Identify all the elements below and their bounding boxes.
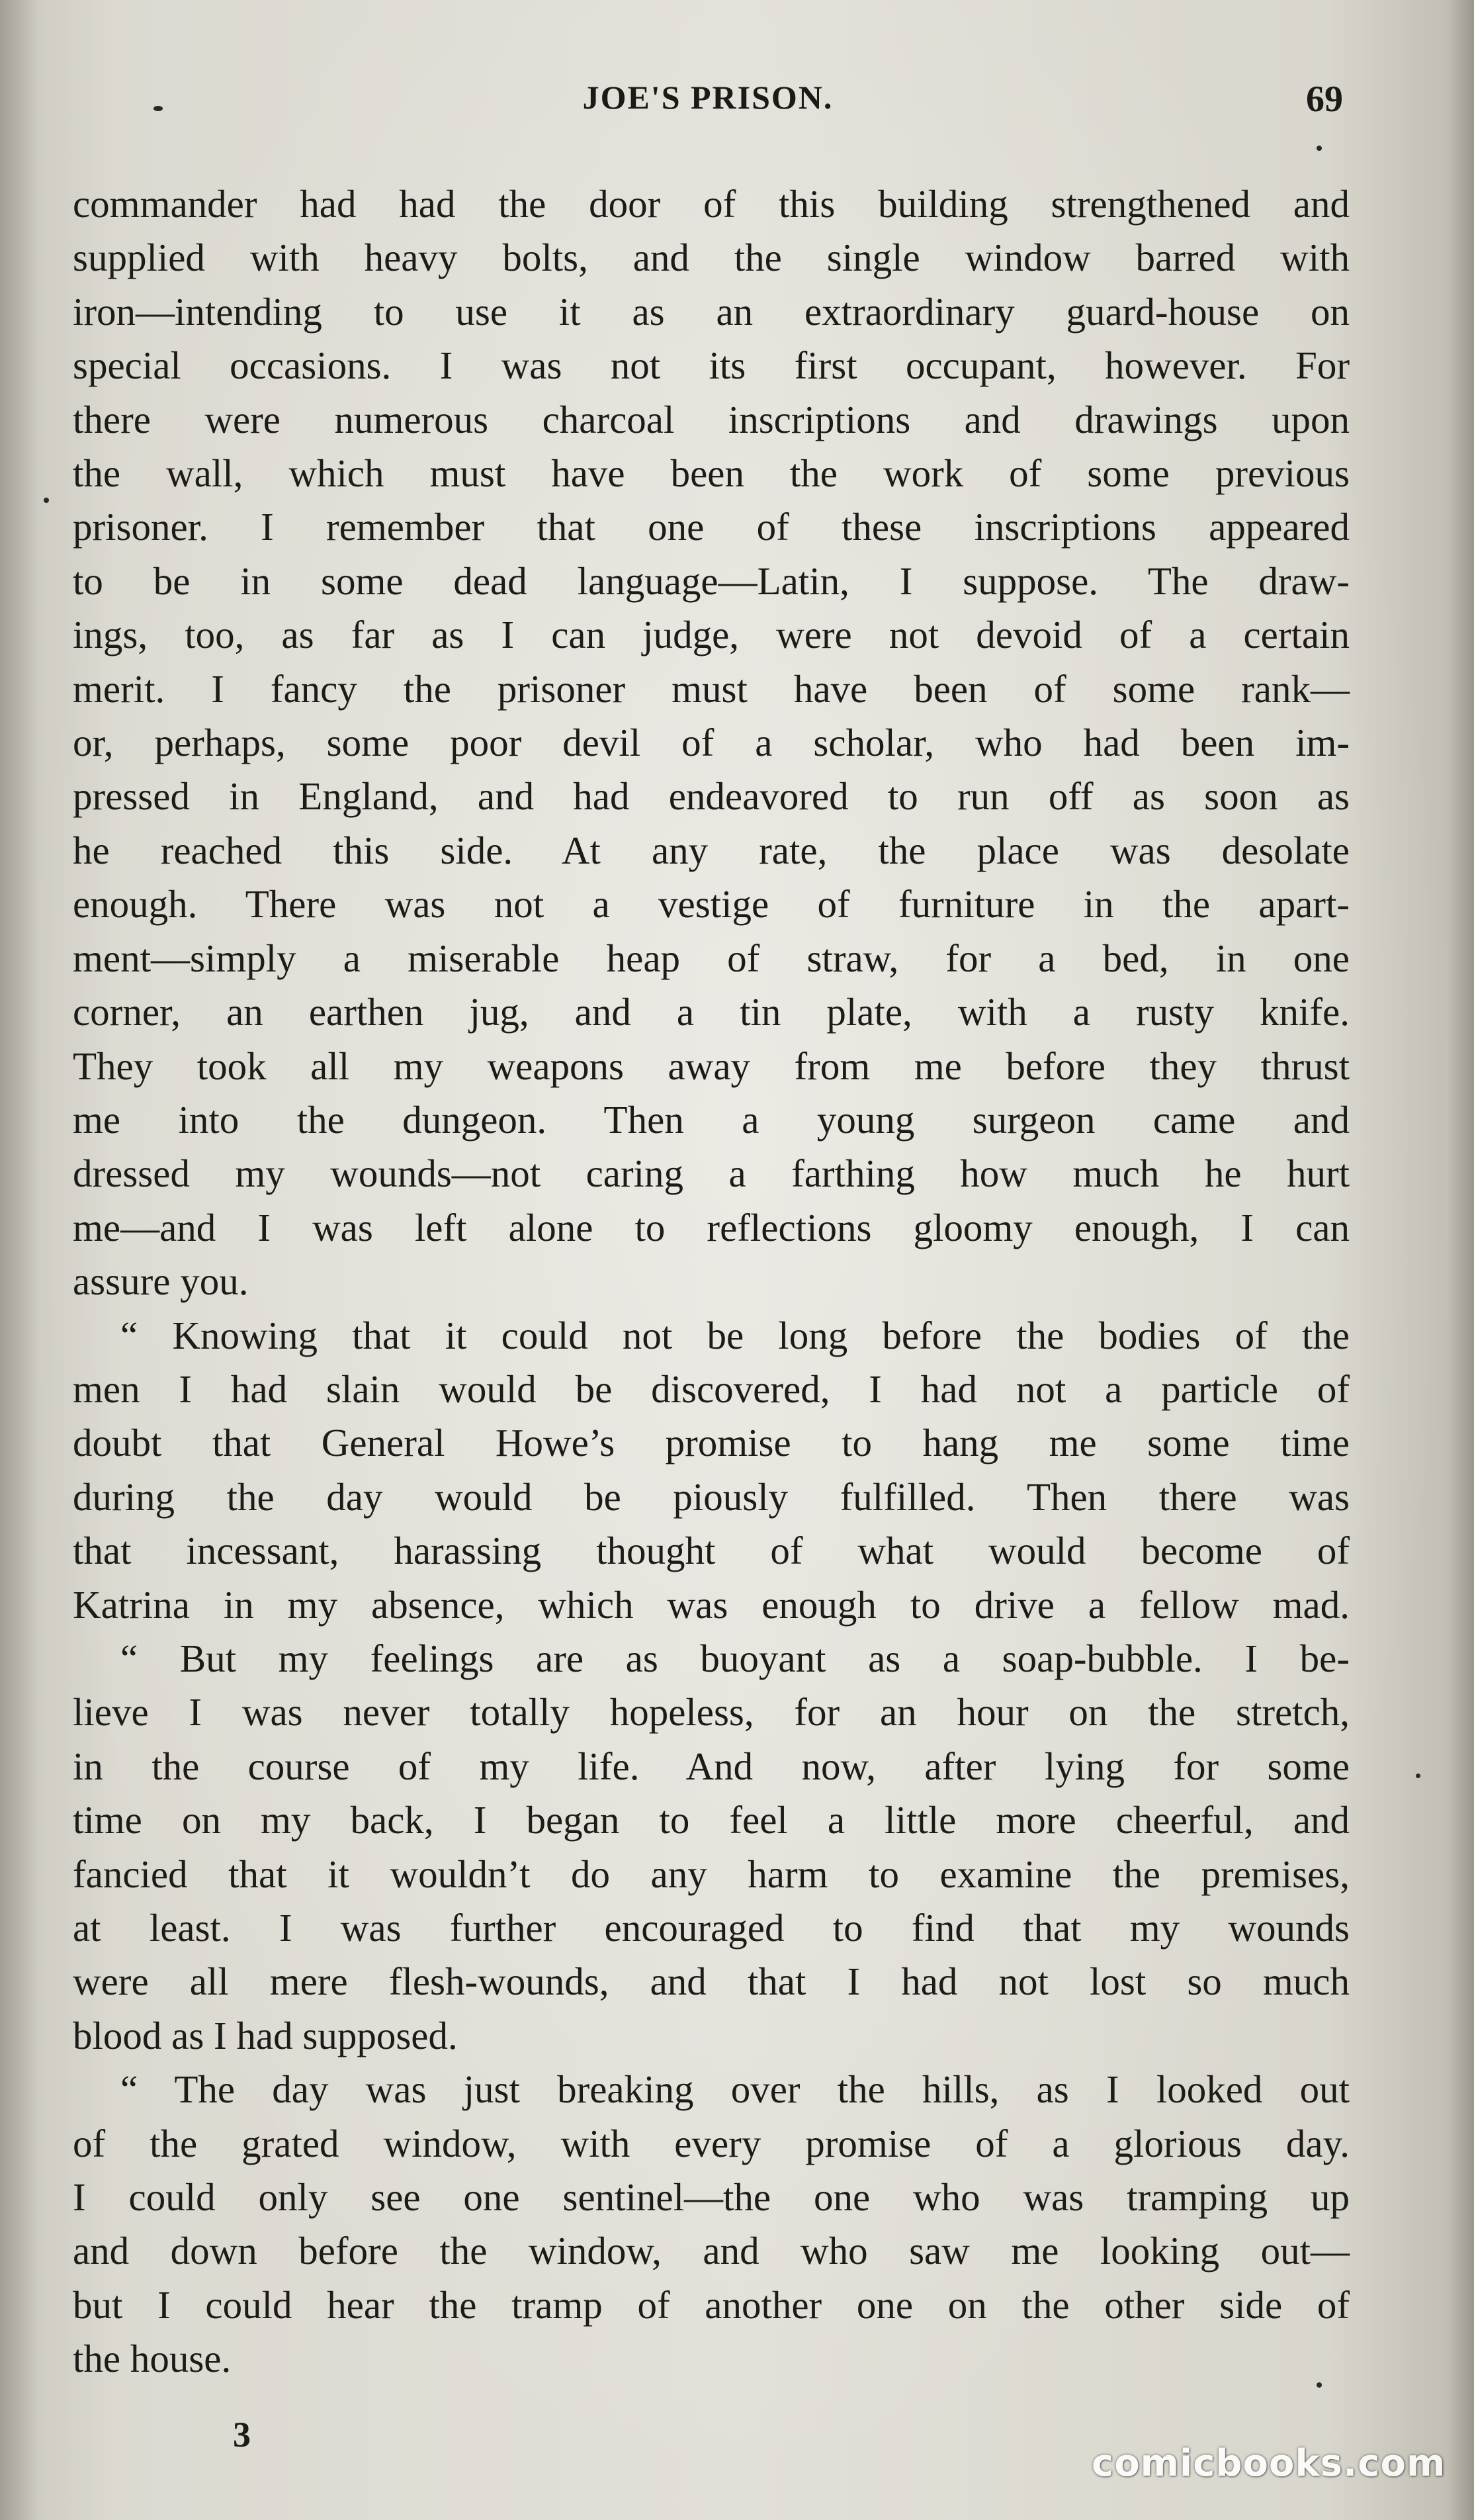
- ink-speck: [1416, 1774, 1420, 1778]
- text-line: commander had had the door of this building strengthened and: [73, 182, 1350, 226]
- text-line: of the grated window, with every promise of a glorious day.: [73, 2121, 1350, 2165]
- paragraph-end-line: assure you.: [73, 1259, 249, 1304]
- text-line: prisoner. I remember that one of these inscriptions appeared: [73, 505, 1350, 549]
- text-line: were all mere flesh-wounds, and that I had not lost so much: [73, 1959, 1350, 2004]
- watermark: comicbooks.com: [1092, 2442, 1446, 2485]
- running-head: [73, 78, 1343, 131]
- text-line: dressed my wounds—not caring a farthing how much he hurt: [73, 1151, 1350, 1196]
- text-line: enough. There was not a vestige of furniture in the apart-: [73, 882, 1350, 926]
- paragraph-start-line: “ The day was just breaking over the hills, as I looked out: [120, 2067, 1350, 2112]
- text-line: ings, too, as far as I can judge, were not devoid of a certain: [73, 613, 1350, 657]
- text-line: me—and I was left alone to reflections gloomy enough, I can: [73, 1205, 1350, 1249]
- text-line: iron—intending to use it as an extraordinary guard-house on: [73, 289, 1350, 334]
- text-line: there were numerous charcoal inscriptions and drawings upon: [73, 397, 1350, 441]
- text-line: me into the dungeon. Then a young surgeon came and: [73, 1097, 1350, 1142]
- text-line: doubt that General Howe’s promise to hang me some time: [73, 1421, 1350, 1465]
- body-text: [73, 177, 1350, 2386]
- text-line: in the course of my life. And now, after lying for some: [73, 1744, 1350, 1788]
- text-line: They took all my weapons away from me before they thrust: [73, 1044, 1350, 1088]
- text-line: men I had slain would be discovered, I had not a particle of: [73, 1367, 1350, 1411]
- page-shadow-left: [0, 0, 40, 2520]
- text-line: at least. I was further encouraged to find that my wounds: [73, 1906, 1350, 1950]
- signature-mark: 3: [233, 2415, 251, 2454]
- text-line: lieve I was never totally hopeless, for an hour on the stretch,: [73, 1690, 1350, 1734]
- ink-speck: [1317, 146, 1322, 151]
- text-line: he reached this side. At any rate, the place was desolate: [73, 828, 1350, 872]
- ink-speck: [1317, 2382, 1322, 2388]
- text-line: ment—simply a miserable heap of straw, for a bed, in one: [73, 936, 1350, 980]
- ink-speck: [44, 498, 49, 503]
- paragraph-end-line: blood as I had supposed.: [73, 2013, 458, 2057]
- text-line: supplied with heavy bolts, and the single window barred with: [73, 236, 1350, 280]
- text-line: fancied that it wouldn’t do any harm to examine the premises,: [73, 1852, 1350, 1896]
- page-shadow-right: [1448, 0, 1474, 2520]
- text-line: but I could hear the tramp of another one on the other side of: [73, 2282, 1350, 2327]
- text-line: merit. I fancy the prisoner must have been of some rank—: [73, 666, 1350, 711]
- paragraph-end-line: the house.: [73, 2337, 232, 2381]
- running-head-title: JOE'S PRISON.: [582, 79, 834, 116]
- text-line: corner, an earthen jug, and a tin plate, with a rusty knife.: [73, 990, 1350, 1034]
- text-line: and down before the window, and who saw me looking out—: [73, 2229, 1350, 2273]
- paragraph-end-line: Katrina in my absence, which was enough to drive a fellow mad.: [73, 1582, 1350, 1627]
- text-line: pressed in England, and had endeavored to run off as soon as: [73, 774, 1350, 819]
- page-number: 69: [1306, 79, 1343, 120]
- text-line: time on my back, I began to feel a little more cheerful, and: [73, 1798, 1350, 1842]
- text-line: to be in some dead language—Latin, I suppose. The draw-: [73, 559, 1350, 603]
- paragraph-start-line: “ But my feelings are as buoyant as a soap-bubble. I be-: [120, 1636, 1350, 1680]
- text-line: or, perhaps, some poor devil of a scholar, who had been im-: [73, 721, 1350, 765]
- text-line: that incessant, harassing thought of what would become of: [73, 1529, 1350, 1573]
- paragraph-start-line: “ Knowing that it could not be long before the bodies of the: [120, 1313, 1350, 1357]
- text-line: special occasions. I was not its first occupant, however. For: [73, 343, 1350, 388]
- text-line: I could only see one sentinel—the one who was tramping up: [73, 2175, 1350, 2220]
- text-line: during the day would be piously fulfilled. Then there was: [73, 1474, 1350, 1519]
- ink-speck: [153, 106, 163, 111]
- text-line: the wall, which must have been the work of some previous: [73, 451, 1350, 496]
